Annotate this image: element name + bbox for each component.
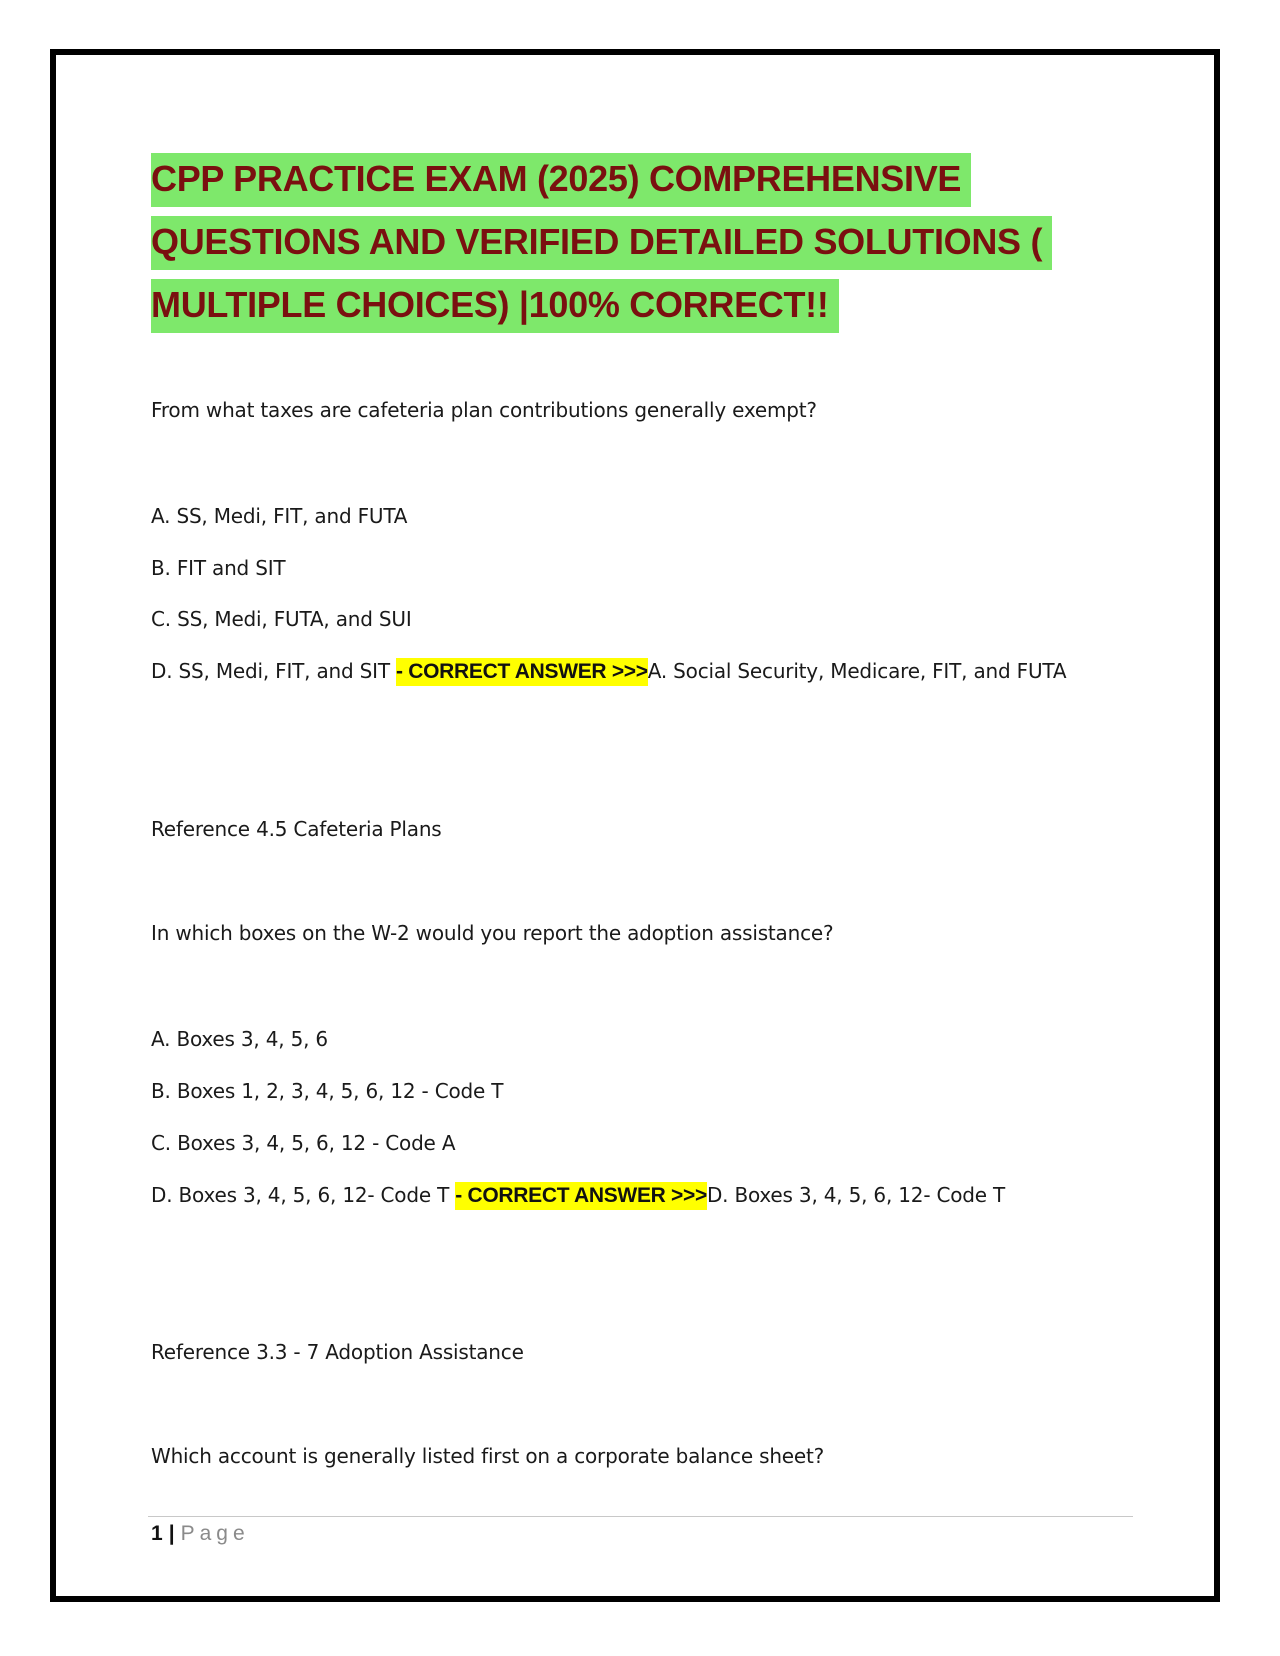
question-2-option-b: B. Boxes 1, 2, 3, 4, 5, 6, 12 - Code T <box>151 1079 504 1103</box>
question-1-option-b: B. FIT and SIT <box>151 556 286 580</box>
footer-divider <box>148 1516 1133 1517</box>
question-1-answer-marker: - CORRECT ANSWER >>> <box>396 658 648 686</box>
document-title <box>151 150 1151 339</box>
title-line-3: MULTIPLE CHOICES) |100% CORRECT!! <box>151 279 839 333</box>
question-2-option-a: A. Boxes 3, 4, 5, 6 <box>151 1027 328 1051</box>
question-1-option-c: C. SS, Medi, FUTA, and SUI <box>151 607 412 631</box>
question-1-option-a: A. SS, Medi, FIT, and FUTA <box>151 504 408 528</box>
question-1-prompt: From what taxes are cafeteria plan contributions generally exempt? <box>151 398 817 422</box>
title-line-1: CPP PRACTICE EXAM (2025) COMPREHENSIVE <box>151 153 971 207</box>
question-2-answer-text: D. Boxes 3, 4, 5, 6, 12- Code T <box>706 1183 1006 1207</box>
question-2-prompt: In which boxes on the W-2 would you report the adoption assistance? <box>151 921 834 945</box>
question-2-option-d-row <box>151 1183 1005 1208</box>
page-label: Page <box>180 1522 250 1545</box>
footer-separator: | <box>168 1522 175 1545</box>
page-footer <box>151 1522 250 1546</box>
question-2-option-d: D. Boxes 3, 4, 5, 6, 12- Code T <box>151 1183 456 1207</box>
question-2-answer-marker: - CORRECT ANSWER >>> <box>455 1182 707 1210</box>
question-3-prompt: Which account is generally listed first on a corporate balance sheet? <box>151 1444 825 1468</box>
question-2-reference: Reference 3.3 - 7 Adoption Assistance <box>151 1340 524 1364</box>
question-2-option-c: C. Boxes 3, 4, 5, 6, 12 - Code A <box>151 1131 456 1155</box>
question-1-answer-text: A. Social Security, Medicare, FIT, and FUTA <box>647 659 1067 683</box>
question-1-option-d-row <box>151 659 1066 684</box>
question-1-reference: Reference 4.5 Cafeteria Plans <box>151 817 442 841</box>
question-1-option-d: D. SS, Medi, FIT, and SIT <box>151 659 397 683</box>
page-number: 1 <box>151 1522 163 1545</box>
title-line-2: QUESTIONS AND VERIFIED DETAILED SOLUTIONS ( <box>151 216 1052 270</box>
